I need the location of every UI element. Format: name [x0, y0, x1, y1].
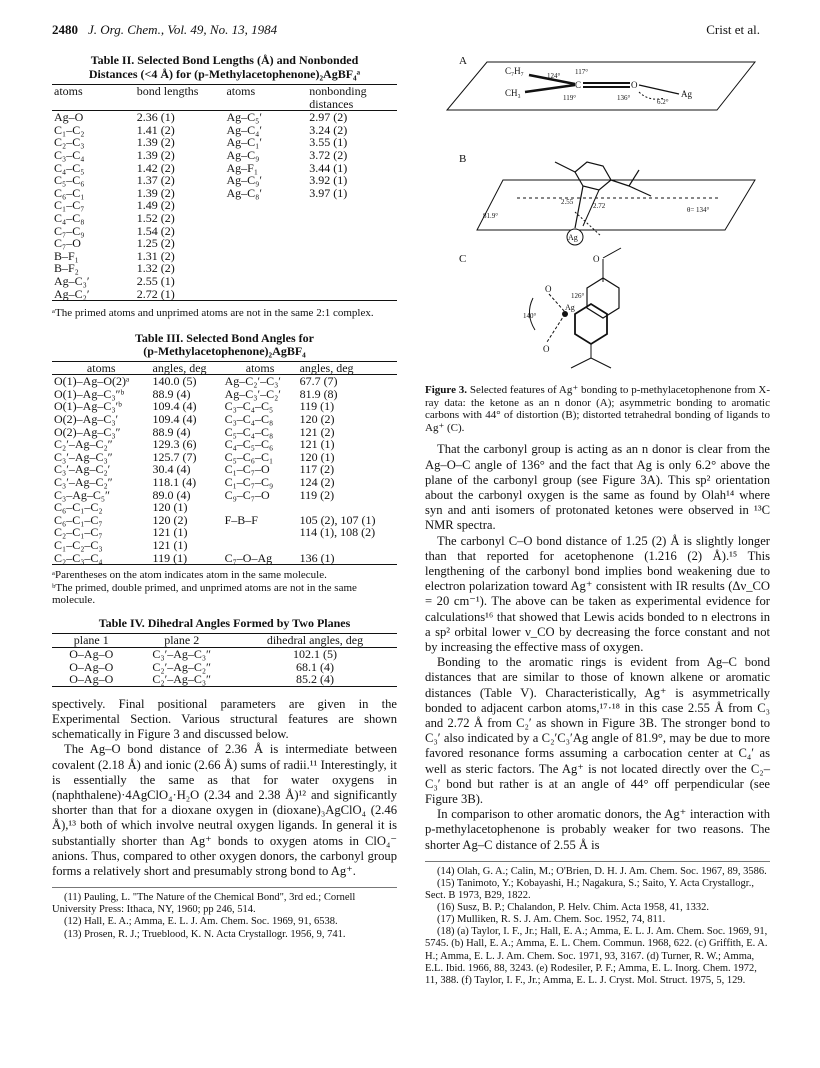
- table3-row: [52, 476, 397, 489]
- reference-entry: (17) Mulliken, R. S. J. Am. Chem. Soc. 1952, 74, 811.: [437, 914, 666, 926]
- table2-cell: [224, 262, 307, 275]
- table3-cell: 121 (1): [152, 538, 188, 552]
- body-paragraph: The carbonyl C–O bond distance of 1.25 (2) Å is slightly longer than that reported for acetophenone (1.216 (2) Å).¹⁵ This lengthening of the carbonyl bond implies bond weakening due to electron polarization toward Ag⁺ consistent with IR results (Δν_CO = 20 cm⁻¹). The above can be taken as experimental evidence for calculations¹⁶ that showed that Lewis acids bonded to n electrons in a sp² orbital lower ν_CO by decreasing the force constant and not by increasing the effective mass of oxygen.: [425, 533, 770, 655]
- table2-cell: 1.41 (2): [136, 122, 175, 137]
- reference-entry: (12) Hall, E. A.; Amma, E. L. J. Am. Chem. Soc. 1969, 91, 6538.: [64, 916, 338, 928]
- table2-row: [52, 288, 397, 301]
- body-paragraph: The Ag–O bond distance of 2.36 Å is intermediate between covalent (2.18 Å) and ionic (2.66 Å) sums of radii.¹¹ Interestingly, it is essentially the same as that for water oxygens in (naphthalene)·4AgClO₄·H₂O (2.34 and 2.38 Å)¹² and significantly shorter than that for a dioxane oxygen in (dioxane)₃AgClO₄ (2.46 Å),¹³ both of which involve neutral oxygen ligands. In general it is substantially shorter than Ag⁺ bonds to oxygen atoms in ClO₄⁻ anions. Thus, compared to other oxygen donors, the carbonyl group forms a relatively short and presumably strong bond to Ag⁺.: [52, 742, 397, 879]
- table3-cell: C₃–C₄–C₈: [224, 412, 274, 427]
- table3-cell: C₁–C₇–C₉: [224, 475, 274, 490]
- figure-label-b: B: [459, 153, 467, 165]
- table3-row: [52, 375, 397, 388]
- fig-a-angle-119: 119°: [563, 94, 577, 102]
- table4-cell: C₂′–Ag–C₂″: [152, 659, 212, 674]
- table3-cell: 109.4 (4): [152, 399, 197, 414]
- figure-3-caption-label: Figure 3.: [425, 384, 468, 396]
- table3-cell: [223, 526, 298, 539]
- table3-header: angles, deg: [152, 360, 207, 375]
- table2-row: [52, 212, 397, 225]
- table3-cell: 88.9 (4): [152, 386, 191, 401]
- journal-citation: J. Org. Chem., Vol. 49, No. 13, 1984: [88, 22, 278, 37]
- figure-panel-c: [459, 248, 621, 368]
- fig-b-dist-272: 2.72: [593, 202, 606, 210]
- table4-cell: C₃′–Ag–C₃″: [152, 647, 212, 662]
- fig-c-angle-140: 140°: [523, 312, 537, 320]
- fig-a-angle-117: 117°: [575, 68, 589, 76]
- table3-cell: C₂–C₁–C₇: [54, 525, 103, 540]
- fig-c-oxygen-left: O: [545, 284, 552, 294]
- table2-caption-line1: Table II. Selected Bond Lengths (Å) and Nonbonded: [90, 53, 359, 67]
- table2-footnote: ᵃThe primed atoms and unprimed atoms are not in the same 2:1 complex.: [52, 307, 374, 320]
- table3-cell: O(1)–Ag–C₃′ᵇ: [54, 399, 122, 414]
- table3-cell: 67.7 (7): [299, 374, 338, 389]
- table4-cell: 85.2 (4): [295, 672, 334, 687]
- table3-cell: F–B–F: [224, 512, 258, 527]
- table2-cell: [307, 275, 397, 288]
- table2-cell: C₁–C₇: [54, 198, 85, 213]
- table3-cell: 136 (1): [299, 550, 335, 565]
- fig-a-angle-136: 136°: [617, 94, 631, 102]
- table3-cell: O(2)–Ag–C₃″: [54, 424, 121, 439]
- reference-entry: (18) (a) Taylor, I. F., Jr.; Hall, E. A.; Amma, E. L. J. Am. Chem. Soc. 1969, 91, 5745. (b) Hall, E. A.; Amma, E. L. Chem. Commun. 1968, 622. (c) Griffith, E. A. H.; Amma, E. L. J. Am. Chem. Soc. 1971, 93, 3167. (d) Turner, R. W.; Amma, E.L. Ibid. 1966, 88, 3243. (e) Rodesiler, P. F.; Amma, E. L. Inorg. Chem. 1972, 11, 388. (f) Taylor, I. F., Jr.; Amma, E. L. J. Cryst. Mol. Struct. 1975, 5, 129.: [425, 926, 768, 986]
- table3-cell: 121 (1): [152, 525, 188, 540]
- table2-cell: Ag–C₂′: [54, 286, 90, 301]
- table2-cell: C₁–C₂: [54, 122, 85, 137]
- table2-cell: 3.97 (1): [309, 185, 348, 200]
- table3-cell: O(2)–Ag–C₃′: [54, 412, 119, 427]
- table2-cell: 3.92 (1): [309, 173, 348, 188]
- table4-cell: C₂′–Ag–C₃″: [152, 672, 212, 687]
- body-paragraph: spectively. Final positional parameters are given in the Experimental Section. Various structural features are shown schematically in Figure 3 and discussed below.: [52, 696, 397, 742]
- table3: [52, 361, 397, 566]
- table2-cell: 1.39 (2): [136, 147, 175, 162]
- table2-cell: C₅–C₆: [54, 173, 85, 188]
- table2-row: [52, 187, 397, 200]
- fig-a-angle-124: 124°: [547, 72, 561, 80]
- running-authors: Crist et al.: [706, 22, 760, 37]
- fig-c-silver: Ag: [565, 303, 575, 312]
- figure-label-c: C: [459, 253, 467, 265]
- table2-header: bond lengths: [136, 84, 199, 98]
- table2-cell: [307, 250, 397, 263]
- table2-row: [52, 225, 397, 238]
- table2-header: nonbonding distances: [309, 84, 367, 111]
- table2-cell: 1.42 (2): [136, 160, 175, 175]
- table2-cell: Ag–C₄′: [226, 122, 262, 137]
- table2-row: [52, 237, 397, 250]
- table4-caption: Table IV. Dihedral Angles Formed by Two Planes: [98, 615, 351, 630]
- table4-cell: 68.1 (4): [295, 659, 334, 674]
- figure-label-a: A: [459, 55, 467, 67]
- table2-cell: 2.72 (1): [136, 286, 175, 301]
- reference-entry: (16) Susz, B. P.; Chalandon, P. Helv. Chim. Acta 1958, 41, 1332.: [437, 902, 710, 914]
- table3-cell: [298, 539, 397, 552]
- table2-cell: Ag–O: [54, 110, 84, 125]
- table3-cell: 124 (2): [299, 475, 335, 490]
- table2-cell: 1.52 (2): [136, 210, 175, 225]
- table2-header: atoms: [226, 84, 256, 98]
- fig-a-silver: Ag: [681, 89, 692, 99]
- table2-row: [52, 275, 397, 288]
- reference-entry: (15) Tanimoto, Y.; Kobayashi, H.; Nagakura, S.; Saito, Y. Acta Crystallogr., Sect. B 1973, B29, 1822.: [425, 877, 754, 902]
- table3-caption-line2: (p-Methylacetophenone)₂AgBF₄: [143, 344, 306, 359]
- table2-row: [52, 174, 397, 187]
- table3-row: [52, 501, 397, 514]
- table2-cell: C₇–C₉: [54, 223, 85, 238]
- table3-cell: 105 (2), 107 (1): [299, 512, 376, 527]
- table4-row: [52, 673, 397, 686]
- table3-cell: 121 (2): [299, 424, 335, 439]
- table3-cell: 120 (1): [299, 449, 335, 464]
- table3-cell: 81.9 (8): [299, 386, 338, 401]
- table3-cell: C₃–Ag–C₅″: [54, 487, 111, 502]
- table2-cell: 2.55 (1): [136, 273, 175, 288]
- fig-a-c7h7: C₇H₇: [505, 66, 524, 76]
- table3-cell: 125.7 (7): [152, 449, 197, 464]
- table4-header: plane 1: [73, 633, 109, 648]
- table2-cell: C₄–C₈: [54, 210, 85, 225]
- reference-entry: (11) Pauling, L. "The Nature of the Chemical Bond", 3rd ed.; Cornell University Press: Ithaca, NY, 1960; pp 246, 514.: [52, 892, 356, 916]
- table2-cell: Ag–C₉′: [226, 173, 262, 188]
- table2-cell: Ag–C₁′: [226, 135, 262, 150]
- table4-header: dihedral angles, deg: [266, 633, 364, 648]
- table2-cell: C₂–C₃: [54, 135, 85, 150]
- table3-cell: 30.4 (4): [152, 462, 191, 477]
- table2-cell: [224, 275, 307, 288]
- table3-cell: C₃′–Ag–C₃″: [54, 449, 113, 464]
- page-number: 2480: [52, 22, 78, 37]
- table2-cell: [224, 212, 307, 225]
- fig-b-angle-819: 81.9°: [483, 212, 499, 220]
- table2-cell: 1.37 (2): [136, 173, 175, 188]
- table3-caption-line1: Table III. Selected Bond Angles for: [135, 330, 314, 345]
- table2-cell: B–F₂: [54, 261, 79, 276]
- table3-row: [52, 526, 397, 539]
- table4-header: plane 2: [164, 633, 200, 648]
- table2-cell: [224, 199, 307, 212]
- table2-cell: 3.72 (2): [309, 147, 348, 162]
- table3-cell: C₉–C₇–O: [224, 487, 270, 502]
- left-references: [52, 887, 397, 940]
- table3-cell: Ag–C₃′–C₂′: [224, 386, 281, 401]
- table2-cell: C₃–C₄: [54, 147, 85, 162]
- table4-cell: O–Ag–O: [69, 659, 114, 674]
- table3-row: [52, 438, 397, 451]
- table2-cell: C₇–O: [54, 236, 81, 251]
- table3-cell: C₁–C₂–C₃: [54, 538, 103, 552]
- figure-3-caption-text: Selected features of Ag⁺ bonding to p-methylacetophenone from X-ray data: the ketone as an n donor (A); asymmetric bonding to aromatic carbons with 44° of distortion (B); distorted tetrahedral bonding of ligands to Ag⁺ (C).: [425, 384, 770, 434]
- table3-cell: Ag–C₂′–C₃′: [224, 374, 281, 389]
- table2-row: [52, 111, 397, 124]
- fig-b-dist-255: 2.55: [561, 198, 574, 206]
- fig-b-angle-134: θ= 134°: [687, 206, 710, 214]
- table3-row: [52, 539, 397, 552]
- fig-a-carbon: C: [575, 80, 582, 90]
- table2-cell: [307, 212, 397, 225]
- table2-cell: 1.49 (2): [136, 198, 175, 213]
- table3-header: angles, deg: [299, 360, 354, 375]
- table2-cell: 2.36 (1): [136, 110, 175, 125]
- table2-cell: Ag–C₅′: [226, 110, 262, 125]
- body-paragraph: That the carbonyl group is acting as an n donor is clear from the Ag–O–C angle of 136° and the fact that Ag is only 6.2° above the plane of the carbonyl group (see Figure 3A). This sp² orientation about the carbonyl oxygen is the same as found by Olah¹⁴ where syn and anti isomers of protonated ketones were observed in ¹³C NMR spectra.: [425, 442, 770, 533]
- table2-cell: 1.31 (2): [136, 248, 175, 263]
- table2-cell: 1.25 (2): [136, 236, 175, 251]
- table2-cell: [224, 237, 307, 250]
- table3-cell: [223, 539, 298, 552]
- table2-cell: [307, 237, 397, 250]
- table2-cell: 1.32 (2): [136, 261, 175, 276]
- table3-cell: 119 (1): [152, 550, 188, 565]
- table2-cell: Ag–C₃′: [54, 273, 90, 288]
- reference-entry: (14) Olah, G. A.; Calin, M.; O'Brien, D. H. J. Am. Chem. Soc. 1967, 89, 3586.: [437, 865, 767, 877]
- table2-cell: [307, 199, 397, 212]
- table2-cell: 3.24 (2): [309, 122, 348, 137]
- table3-row: [52, 552, 397, 565]
- table3-header: atoms: [245, 360, 275, 375]
- table2-row: [52, 199, 397, 212]
- right-column: [425, 384, 770, 987]
- left-column: [52, 54, 397, 941]
- table2-cell: 2.97 (2): [309, 110, 348, 125]
- table3-cell: 89.0 (4): [152, 487, 191, 502]
- table2-cell: Ag–F₁: [226, 160, 259, 175]
- table2-row: [52, 262, 397, 275]
- figure-3: [425, 52, 770, 372]
- body-paragraph: In comparison to other aromatic donors, the Ag⁺ interaction with p-methylacetophenone is probably weaker for two reasons. The shorter Ag–C distance of 2.55 Å is: [425, 807, 770, 852]
- table3-cell: C₄–C₅–C₆: [224, 437, 274, 452]
- table2-cell: 1.54 (2): [136, 223, 175, 238]
- fig-c-oxygen-top: O: [593, 254, 600, 264]
- table4-cell: O–Ag–O: [69, 647, 114, 662]
- table3-header: atoms: [86, 360, 116, 375]
- table3-cell: C₅–C₆–C₁: [224, 449, 274, 464]
- table3-cell: 109.4 (4): [152, 412, 197, 427]
- table2-cell: [224, 225, 307, 238]
- table2-cell: C₆–C₁: [54, 185, 85, 200]
- table2-cell: [307, 225, 397, 238]
- table2-cell: 3.55 (1): [309, 135, 348, 150]
- table3-cell: 129.3 (6): [152, 437, 197, 452]
- table2-cell: [307, 262, 397, 275]
- table2-cell: 3.44 (1): [309, 160, 348, 175]
- table4-row: [52, 648, 397, 661]
- table4-cell: O–Ag–O: [69, 672, 114, 687]
- right-references: [425, 861, 770, 987]
- fig-a-angle-62: 6.2°: [657, 98, 669, 106]
- table2-cell: [224, 288, 307, 301]
- figure-panel-a: [447, 55, 755, 110]
- body-paragraph: Bonding to the aromatic rings is evident from Ag–C bond distances that are similar to those of known alkene or aromatic distances (Table V). Characteristically, Ag⁺ is asymmetrically bonded to adjacent carbon atoms,¹⁷·¹⁸ in this case 2.55 Å from C₃ and 2.72 Å from C₂′ as shown in Figure 3B. The stronger bond to C₃′ also indicated by a C₂′C₃′Ag angle of 81.9°, may be due to more favored resonance forms assuming a carbocation center at C₄′ as well as steric factors. The Ag⁺ is not located directly over the C₂–C₃′ bond but rather is at an angle of 44° off perpendicular (see Figure 3B).: [425, 655, 770, 807]
- table3-cell: 140.0 (5): [152, 374, 197, 389]
- table3-cell: C₆–C₁–C₂: [54, 500, 103, 515]
- table2-caption-line2: Distances (<4 Å) for (p-Methylacetophenone)₂AgBF₄ᵃ: [88, 66, 361, 81]
- table2-cell: [307, 288, 397, 301]
- table3-cell: 118.1 (4): [152, 475, 197, 490]
- table4: [52, 633, 397, 686]
- table3-cell: C₃′–Ag–C₂′: [54, 462, 111, 477]
- table3-cell: 120 (1): [152, 500, 188, 515]
- table3-cell: C₇–O–Ag: [224, 550, 273, 565]
- table4-cell: 102.1 (5): [292, 647, 337, 662]
- table3-cell: C₂′–Ag–C₂″: [54, 437, 113, 452]
- table3-cell: 117 (2): [299, 462, 335, 477]
- table3-cell: 120 (2): [152, 512, 188, 527]
- fig-a-ch3: CH₃: [505, 88, 521, 98]
- table2-row: [52, 250, 397, 263]
- table2-cell: Ag–C₉: [226, 147, 260, 162]
- fig-c-angle-126: 126°: [571, 292, 585, 300]
- table3-row: [52, 489, 397, 502]
- table3-cell: O(1)–Ag–C₃″ᵇ: [54, 386, 125, 401]
- figure-3-caption: [425, 384, 770, 434]
- table3-cell: 114 (1), 108 (2): [299, 525, 376, 540]
- table2-row: [52, 149, 397, 162]
- table3-cell: 119 (1): [299, 399, 335, 414]
- fig-a-oxygen: O: [631, 80, 638, 90]
- table3-cell: [223, 501, 298, 514]
- table2-cell: 1.39 (2): [136, 185, 175, 200]
- table3-cell: [298, 501, 397, 514]
- figure-panel-b: [459, 153, 755, 245]
- table3-footnote-b: ᵇThe primed, double primed, and unprimed atoms are not in the same molecule.: [52, 581, 357, 607]
- table3-cell: C₆–C₁–C₇: [54, 512, 103, 527]
- table3-footnote-a: ᵃParentheses on the atom indicates atom in the same molecule.: [52, 569, 327, 582]
- table2-cell: 1.39 (2): [136, 135, 175, 150]
- table2-cell: B–F₁: [54, 248, 79, 263]
- table3-cell: C₁–C₇–O: [224, 462, 270, 477]
- table3-cell: 120 (2): [299, 412, 335, 427]
- table2-cell: [224, 250, 307, 263]
- table3-cell: C₃–C₄–C₅: [224, 399, 274, 414]
- fig-b-silver: Ag: [568, 233, 578, 242]
- table3-cell: 119 (2): [299, 487, 335, 502]
- fig-c-oxygen-bottom: O: [543, 344, 550, 354]
- table3-cell: 88.9 (4): [152, 424, 191, 439]
- table3-cell: C₅–C₄–C₈: [224, 424, 274, 439]
- table2-cell: C₄–C₅: [54, 160, 85, 175]
- table3-cell: C₂–C₃–C₄: [54, 550, 103, 565]
- reference-entry: (13) Prosen, R. J.; Trueblood, K. N. Acta Crystallogr. 1956, 9, 741.: [64, 928, 346, 940]
- table3-cell: O(1)–Ag–O(2)ᵃ: [54, 374, 130, 389]
- table2-cell: Ag–C₈′: [226, 185, 262, 200]
- table3-row: [52, 413, 397, 426]
- table2-header: atoms: [54, 84, 83, 98]
- table3-cell: 121 (1): [299, 437, 335, 452]
- table3-cell: C₃′–Ag–C₂″: [54, 475, 113, 490]
- table2: [52, 84, 397, 301]
